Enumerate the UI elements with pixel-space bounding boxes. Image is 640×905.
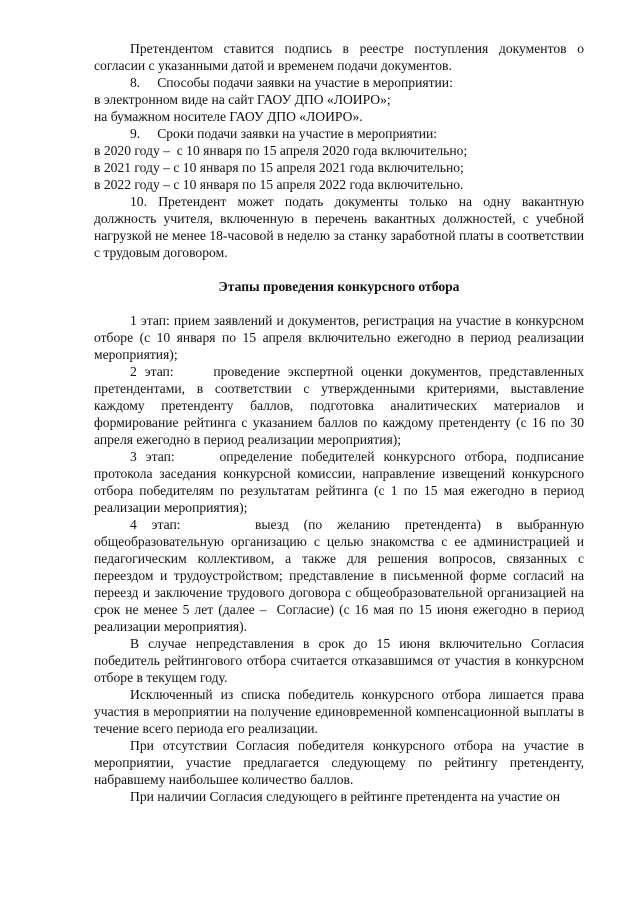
paragraph-p5: 9. Сроки подачи заявки на участие в мероприятии: (130, 126, 438, 141)
paragraph-s5: В случае непредставления в срок до 15 июня включительно Согласия победитель рейтингового отбора считается отказавшимся от участия в конкурсном отборе в текущем году. (94, 636, 588, 685)
paragraph-p4: на бумажном носителе ГАОУ ДПО «ЛОИРО». (94, 109, 363, 124)
paragraph-s4: 4 этап: выезд (по желанию претендента) в выбранную общеобразовательную организацию с целью знакомства с ее администрацией и педагогическим коллективом, а также для решения вопросов, связанных с переездом и трудоустройством; представление в письменной форме согласий на переезд и заключение трудового договора с общеобразовательной организацией на срок не менее 5 лет (далее – Согласие) (с 16 мая по 15 июня ежегодно в период реализации мероприятия). (94, 517, 588, 634)
document-body-top (94, 40, 588, 261)
section-heading: Этапы проведения конкурсного отбора (218, 279, 460, 294)
paragraph-s1: 1 этап: прием заявлений и документов, регистрация на участие в конкурсном отборе (с 10 января по 15 апреля включительно ежегодно в период реализации мероприятия); (94, 313, 588, 362)
paragraph-s2: 2 этап: проведение экспертной оценки документов, представленных претендентами, в соответствии с утвержденными критериями, выставление каждому претенденту баллов, подготовка аналитических материалов и формирование рейтинга с указанием баллов по каждому претенденту (с 16 по 30 апреля ежегодно в период реализации мероприятия); (94, 364, 588, 447)
paragraph-p7: в 2021 году – с 10 января по 15 апреля 2021 года включительно; (94, 160, 464, 175)
paragraph-p8: в 2022 году – с 10 января по 15 апреля 2022 года включительно. (94, 177, 464, 192)
paragraph-s8: При наличии Согласия следующего в рейтинге претендента на участие он (130, 789, 561, 804)
paragraph-p9: 10. Претендент может подать документы только на одну вакантную должность учителя, включенную в перечень вакантных должностей, с учебной нагрузкой не менее 18-часовой в неделю за станку заработной платы в соответствии с трудовым договором. (94, 194, 588, 260)
paragraph-p6: в 2020 году – с 10 января по 15 апреля 2020 года включительно; (94, 143, 468, 158)
paragraph-s6: Исключенный из списка победитель конкурсного отбора лишается права участия в мероприятии на получение единовременной компенсационной выплаты в течение всего периода его реализации. (94, 687, 588, 736)
document-page (94, 40, 588, 805)
paragraph-s7: При отсутствии Согласия победителя конкурсного отбора на участие в мероприятии, участие предлагается следующему по рейтингу претенденту, набравшему наибольшее количество баллов. (94, 738, 588, 787)
paragraph-s3: 3 этап: определение победителей конкурсного отбора, подписание протокола заседания конкурсной комиссии, направление извещений конкурсного отбора победителям по результатам рейтинга (с 1 по 15 мая ежегодно в период реализации мероприятия); (94, 449, 588, 515)
paragraph-p1: Претендентом ставится подпись в реестре поступления документов о согласии с указанными датой и временем подачи документов. (94, 41, 588, 73)
paragraph-p3: в электронном виде на сайт ГАОУ ДПО «ЛОИРО»; (94, 92, 391, 107)
document-body-bottom (94, 312, 588, 805)
paragraph-p2: 8. Способы подачи заявки на участие в мероприятии: (130, 75, 453, 90)
